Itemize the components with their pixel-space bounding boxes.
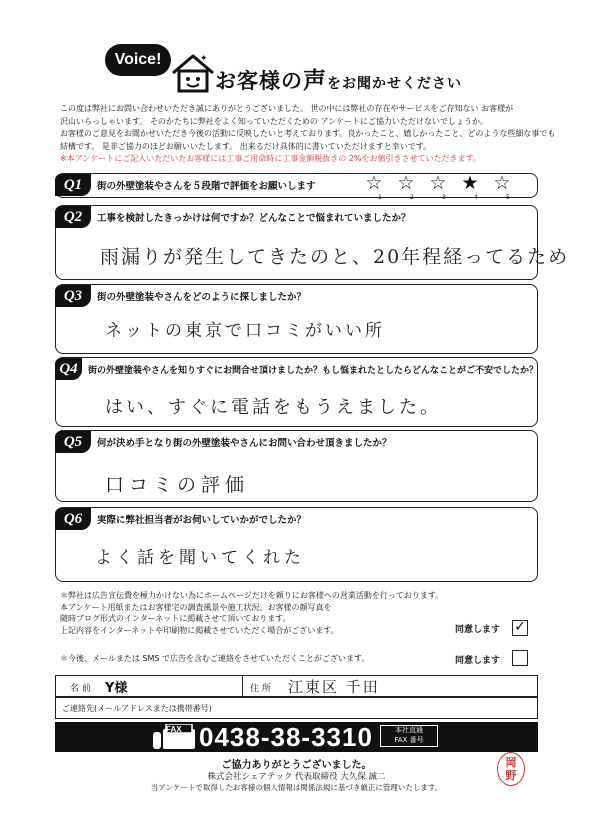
q2-tag: Q2 [55,206,91,228]
row-divider [242,675,243,697]
page-title: お客様の声をお聞かせください [215,68,462,94]
intro-text [60,103,556,166]
name-value[interactable]: Y様 [105,681,128,696]
agree-label-1: 同意します [455,625,501,635]
intro-line: 沢山いらっしゃいます。 そのかたちに弊社をよく知っていただくための アンケートにご協力いただけないでしょうか。 [60,116,488,126]
consent-line: 上記内容をインターネットや印刷物に掲載させていただく場合がございます。 [60,625,339,635]
q2-header [55,206,538,228]
address-value[interactable]: 江東区 千田 [288,678,380,696]
thanks-message: ご協力ありがとうございました。 [221,760,372,771]
consent-line: ＊弊社は広告宣伝費を極力かけない為にホームページだけを頼りにお客様への営業活動を行っております。 [60,591,444,600]
fax-direct-box: 本社直通 FAX 番号 [380,725,438,747]
q6-text: 実際に弊社担当者がお伺いしていかがでしたか？ [97,515,307,526]
q4-answer: はい、すぐに電話をもうえました。 [105,397,441,418]
q5-header [55,431,538,453]
intro-line: 結構です。 是非ご協力のほどお願いいたします。 出来るだけ具体的に書いていただけますと幸いです。 [60,141,432,151]
q4-text: 街の外壁塗装やさんを知りすぐにお問合せ頂けましたか？もし悩まれたとしたらどんなことがご不安でしたか？ [87,365,538,376]
intro-line: この度は弊社にお問い合わせいただき誠にありがとうございました。 世の中には弊社の存在やサービスをご存知ない お客様が [60,104,514,113]
name-label: 名 前 [70,684,91,694]
fax-number: 0438-38-3310 [199,722,373,752]
svg-text:✦: ✦ [200,54,208,64]
q5-answer: 口コミの評価 [105,474,250,496]
q3-tag: Q3 [55,285,91,307]
q3-answer: ネットの東京で口コミがいい所 [105,321,385,341]
consent-line: 本アンケート用紙またはお客様宅の調査風景や施工状況、お客様の顔写真を [60,602,332,612]
q1-text: 街の外壁塗装やさんを５段階で評価をお願いします [97,181,316,192]
q6-header [55,508,538,530]
fax-label: FAX [166,725,182,734]
consent-line: 随時ブログ形式のインターネットに掲載させて頂いております。 [60,614,291,623]
q2-answer: 雨漏りが発生してきたのと、20年程経ってるため [100,246,570,268]
q5-text: 何が決め手となり街の外壁塗装やさんにお問い合わせ頂きましたか？ [97,438,392,449]
privacy-note: 当アンケートで取得したお客様の個人情報は関係法規に基づき厳正に管理いたします。 [150,783,443,792]
q2-text: 工事を検討したきっかけは何ですか？どんなことで悩まれていましたか？ [97,213,411,224]
q3-text: 街の外壁塗装やさんをどのように探しましたか？ [97,292,307,303]
q3-header [55,285,538,307]
address-label: 住 所 [250,684,271,694]
q6-answer: よく話を聞いてくれた [95,548,305,568]
star-icon[interactable]: ☆ 2 [397,172,415,201]
agree-checkbox-1[interactable]: ✓ [512,620,528,636]
voice-badge: Voice! [105,44,171,76]
consent-notes [60,590,443,636]
rating-stars[interactable] [363,172,513,201]
star-icon[interactable]: ☆ 3 [429,172,447,201]
discount-note: ※本アンケートにご記入いただいたお客様には工事ご用命時に工事金額税抜きの 2%をお値引きさせていただきます。 [60,154,481,163]
company-line: 株式会社シェアテック 代表取締役 大久保 誠二 [207,772,386,782]
q4-tag: Q4 [55,358,82,380]
q4-header [55,358,538,380]
star-icon[interactable]: ☆ 5 [493,172,511,201]
q1-tag: Q1 [55,174,91,196]
house-icon [170,52,216,94]
intro-line: お客様のご意見をお聞かせいただき今後の活動に反映したいと考えております。良かったこと、嬉しかったこと、どのような些細な事でも [60,129,556,138]
star-filled-icon[interactable]: ★ 4 [461,172,479,201]
star-icon[interactable]: ☆ 1 [365,172,383,201]
contact-notice: ＊今後、メールまたは SMS で広告を含むご連絡をさせていただくことがございます。 [60,654,370,663]
q6-tag: Q6 [55,508,91,530]
contact-label: ご連絡先(メールアドレスまたは携帯番号) [62,704,212,713]
agree-checkbox-2[interactable] [512,650,528,666]
q5-tag: Q5 [55,431,91,453]
seal-stamp: 岡 野 [497,752,525,786]
agree-label-2: 同意します [455,656,501,666]
